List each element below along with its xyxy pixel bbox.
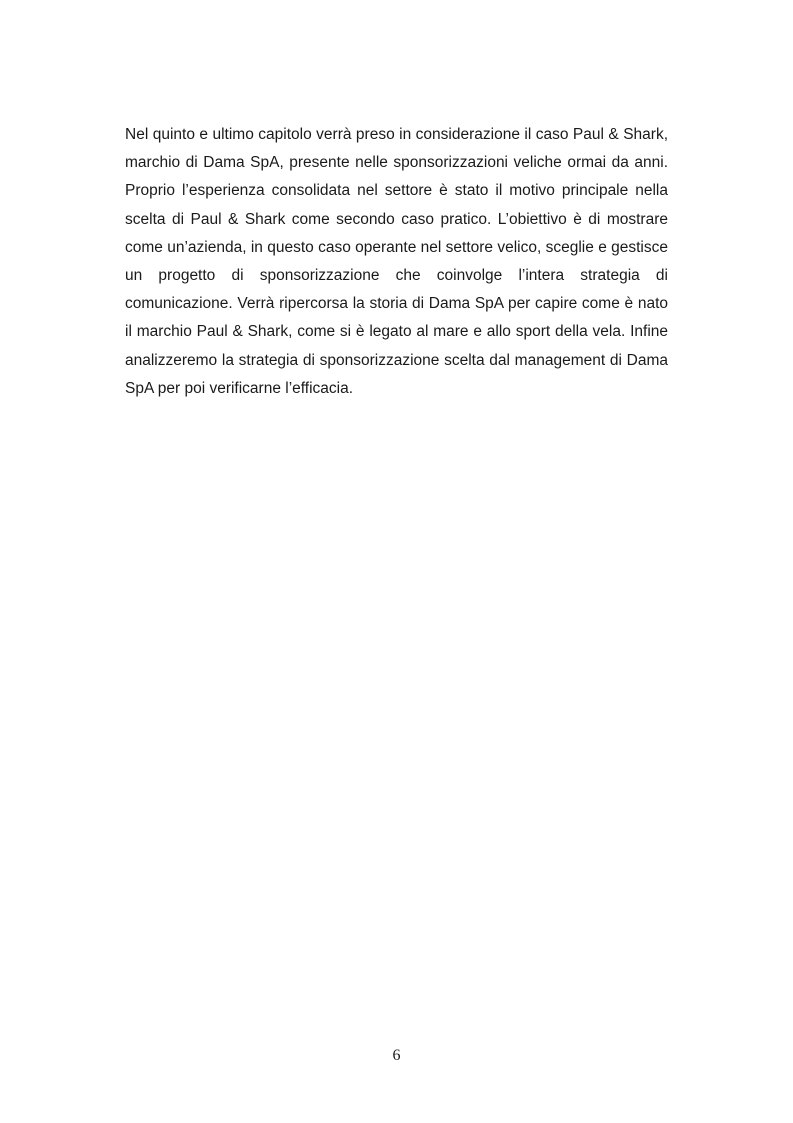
body-paragraph: Nel quinto e ultimo capitolo verrà preso in considerazione il caso Paul & Shark, marchio di Dama SpA, presente nelle sponsorizzazioni veliche ormai da anni. Proprio l’esperienza consolidata nel settore è stato il motivo principale nella scelta di Paul & Shark come secondo caso pratico. L’obiettivo è di mostrare come un’azienda, in questo caso operante nel settore velico, sceglie e gestisce un progetto di sponsorizzazione che coinvolge l’intera strategia di comunicazione. Verrà ripercorsa la storia di Dama SpA per capire come è nato il marchio Paul & Shark, come si è legato al mare e allo sport della vela. Infine analizzeremo la strategia di sponsorizzazione scelta dal management di Dama SpA per poi verificarne l’efficacia. (125, 126, 668, 397)
page-number: 6 (392, 1047, 401, 1064)
